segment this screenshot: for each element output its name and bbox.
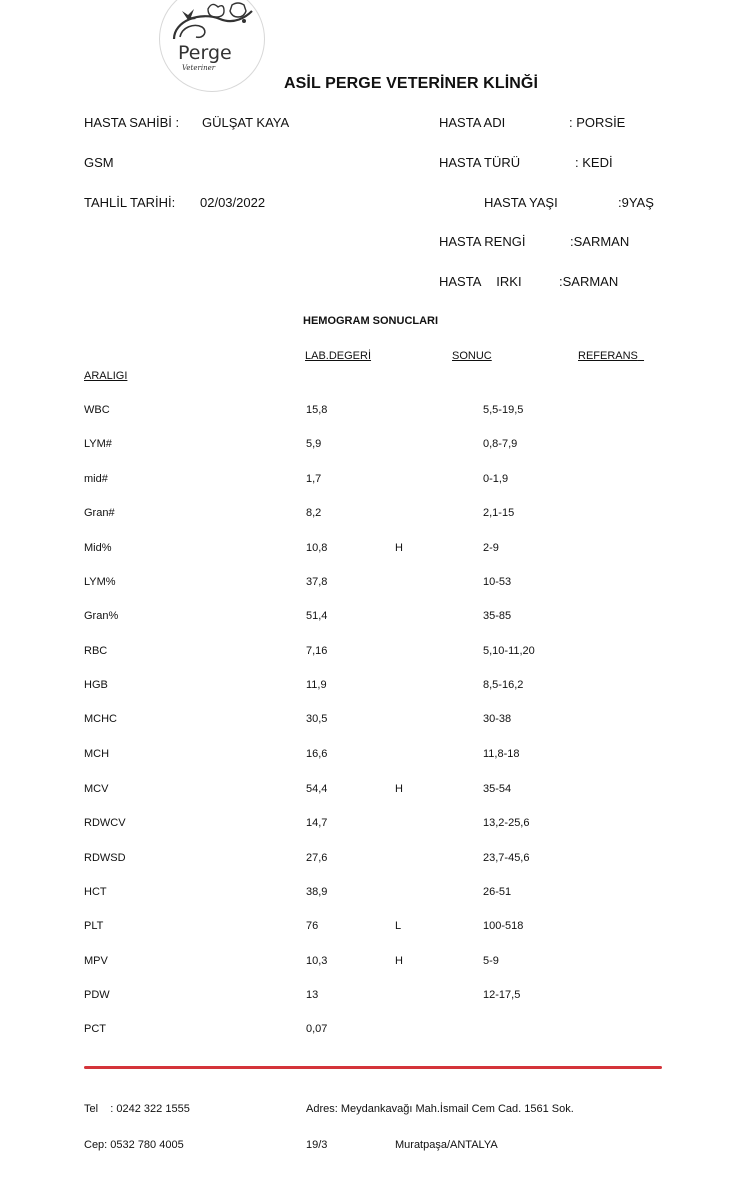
test-name: PDW [84,989,110,1001]
test-name: RDWSD [84,852,126,864]
test-value: 30,5 [306,713,328,725]
test-reference: 30-38 [483,713,512,725]
column-lab-value: LAB.DEGERİ [305,350,372,362]
test-value: 54,4 [306,783,328,795]
test-value: 16,6 [306,748,328,760]
test-reference: 11,8-18 [483,748,520,760]
column-reference-range: ARALIGI [84,370,128,382]
patient-age-label: HASTA YAŞI [484,195,558,210]
table-row [0,576,750,596]
test-name: MCHC [84,713,117,725]
test-flag: L [395,920,402,932]
patient-breed-label: HASTA IRKI [439,274,522,289]
footer-cep: Cep: 0532 780 4005 [84,1139,184,1151]
test-name: MCH [84,748,110,760]
clinic-title: ASİL PERGE VETERİNER KLİNĞİ [284,75,538,92]
test-reference: 10-53 [483,576,512,588]
column-result: SONUC [452,350,492,362]
test-value: 51,4 [306,610,328,622]
test-value: 0,07 [306,1023,328,1035]
patient-breed-value: :SARMAN [559,274,619,289]
test-name: Gran# [84,507,115,519]
column-reference: REFERANS [578,350,638,362]
table-row [0,1023,750,1043]
test-reference: 26-51 [483,886,512,898]
logo-subtitle: Veteriner [182,64,216,72]
test-flag: H [395,783,403,795]
gsm-label: GSM [84,155,114,170]
test-name: RBC [84,645,108,657]
test-reference: 5,10-11,20 [483,645,535,657]
footer-divider [84,1066,662,1069]
date-value: 02/03/2022 [200,195,266,210]
footer-city: Muratpaşa/ANTALYA [395,1139,498,1151]
test-value: 5,9 [306,438,322,450]
test-name: HCT [84,886,107,898]
clinic-logo [159,0,265,92]
test-reference: 0,8-7,9 [483,438,518,450]
table-row [0,852,750,872]
test-name: LYM% [84,576,116,588]
patient-type-value: : KEDİ [575,155,613,170]
test-value: 27,6 [306,852,328,864]
table-row [0,610,750,630]
test-value: 76 [306,920,319,932]
logo-wordmark: Perge [178,42,232,64]
test-reference: 23,7-45,6 [483,852,530,864]
table-row [0,783,750,803]
test-name: PCT [84,1023,106,1035]
test-value: 37,8 [306,576,328,588]
test-name: PLT [84,920,104,932]
test-value: 15,8 [306,404,328,416]
test-reference: 100-518 [483,920,524,932]
test-value: 8,2 [306,507,322,519]
table-row [0,645,750,665]
test-name: LYM# [84,438,112,450]
test-name: HGB [84,679,108,691]
table-row [0,713,750,733]
test-value: 14,7 [306,817,328,829]
test-name: MPV [84,955,108,967]
patient-type-label: HASTA TÜRÜ [439,155,521,170]
patient-color-label: HASTA RENGİ [439,234,526,249]
test-name: WBC [84,404,110,416]
test-reference: 5,5-19,5 [483,404,524,416]
test-name: Mid% [84,542,112,554]
patient-name-value: : PORSİE [569,115,626,130]
test-value: 38,9 [306,886,328,898]
table-row [0,886,750,906]
test-reference: 0-1,9 [483,473,509,485]
test-value: 7,16 [306,645,328,657]
test-flag: H [395,542,403,554]
test-reference: 35-54 [483,783,512,795]
test-value: 10,8 [306,542,328,554]
patient-age-value: :9YAŞ [618,195,654,210]
table-row [0,817,750,837]
test-name: MCV [84,783,109,795]
table-row [0,473,750,493]
date-label: TAHLİL TARİHİ: [84,195,176,210]
test-reference: 2-9 [483,542,499,554]
test-name: mid# [84,473,108,485]
results-title: HEMOGRAM SONUCLARI [303,315,439,327]
test-reference: 5-9 [483,955,499,967]
patient-color-value: :SARMAN [570,234,630,249]
table-row [0,920,750,940]
table-row [0,955,750,975]
test-flag: H [395,955,403,967]
owner-value: GÜLŞAT KAYA [202,115,290,130]
footer-address: Adres: Meydankavağı Mah.İsmail Cem Cad. 1561 Sok. [306,1103,574,1115]
table-row [0,438,750,458]
table-row [0,404,750,424]
owner-label: HASTA SAHİBİ : [84,115,180,130]
test-name: RDWCV [84,817,126,829]
patient-name-label: HASTA ADI [439,115,506,130]
table-row [0,542,750,562]
test-reference: 12-17,5 [483,989,521,1001]
table-row [0,679,750,699]
table-row [0,507,750,527]
test-value: 1,7 [306,473,322,485]
test-reference: 8,5-16,2 [483,679,524,691]
test-value: 13 [306,989,319,1001]
table-row [0,989,750,1009]
test-value: 10,3 [306,955,328,967]
test-reference: 2,1-15 [483,507,515,519]
table-row [0,748,750,768]
test-reference: 13,2-25,6 [483,817,530,829]
test-reference: 35-85 [483,610,512,622]
footer-street-number: 19/3 [306,1139,328,1151]
test-name: Gran% [84,610,119,622]
footer-tel: Tel : 0242 322 1555 [84,1103,190,1115]
test-value: 11,9 [306,679,327,691]
